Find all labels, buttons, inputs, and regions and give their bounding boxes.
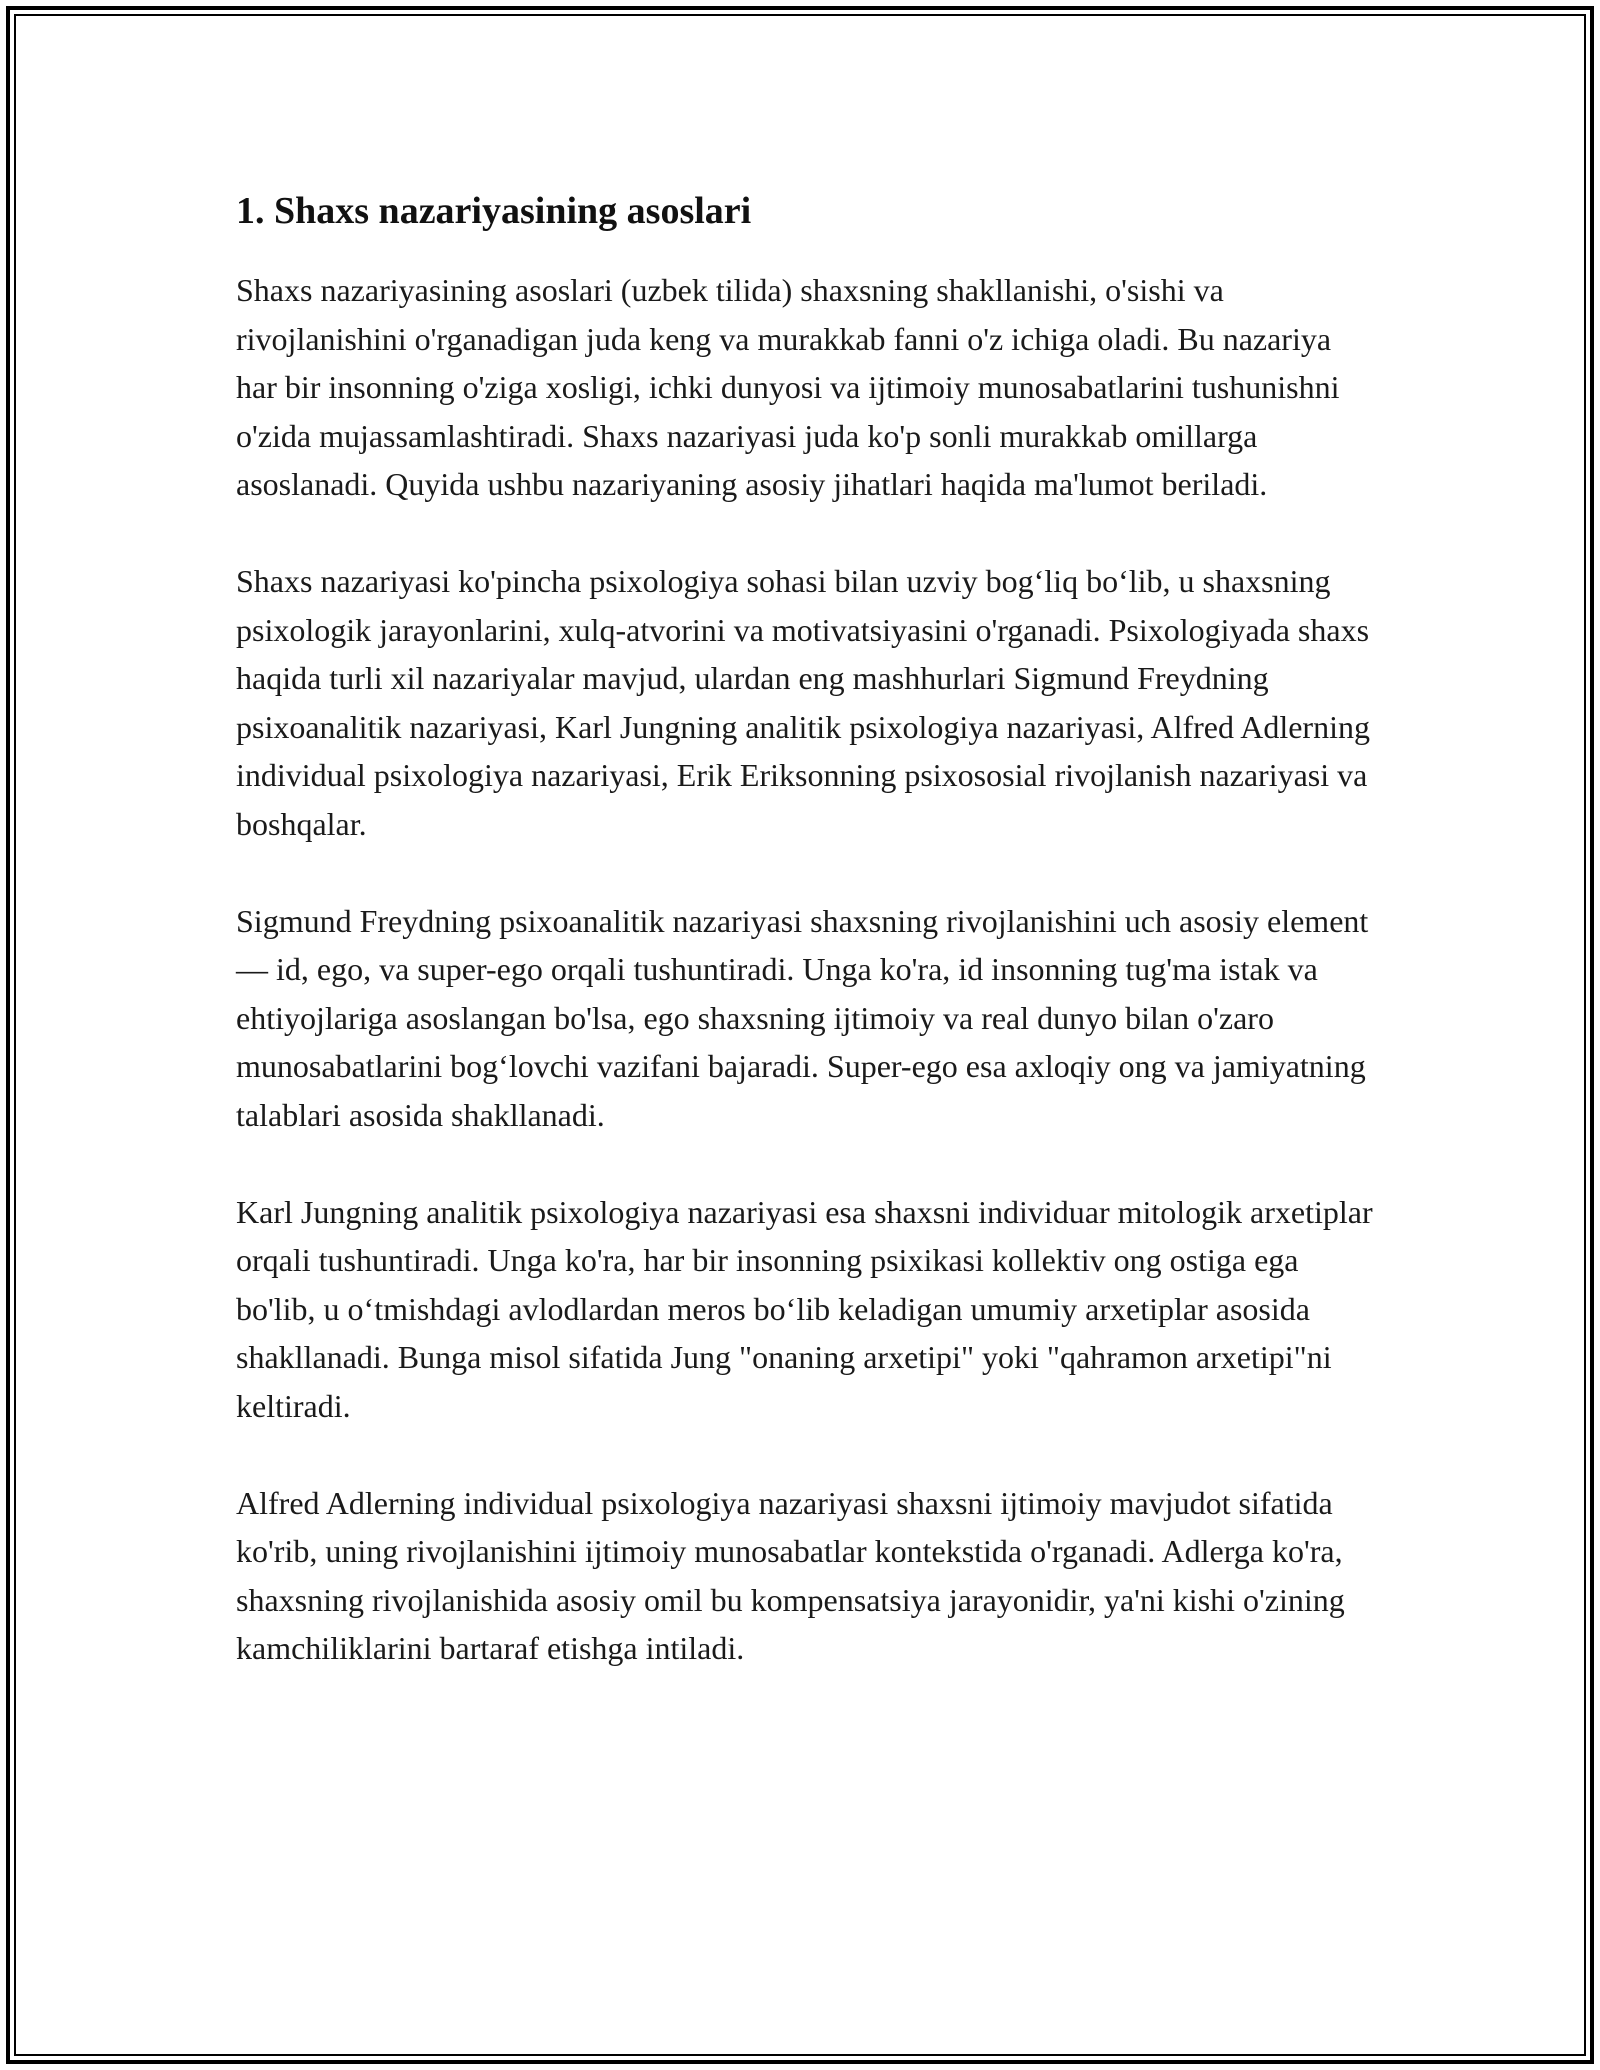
paragraph-intro: Shaxs nazariyasining asoslari (uzbek tilida) shaxsning shakllanishi, o'sishi va rivojlanishini o'rganadigan juda keng va murakkab fanni o'z ichiga oladi. Bu nazariya har bir insonning o'ziga xosligi, ichki dunyosi va ijtimoiy munosabatlarini tushunishni o'zida mujassamlashtiradi. Shaxs nazariyasi juda ko'p sonli murakkab omillarga asoslanadi. Quyida ushbu nazariyaning asosiy jihatlari haqida ma'lumot beriladi. — [236, 272, 1340, 502]
paragraph-jung: Karl Jungning analitik psixologiya nazariyasi esa shaxsni individuar mitologik arxetiplar orqali tushuntiradi. Unga ko'ra, har bir insonning psixikasi kollektiv ong ostiga ega bo'lib, u o‘tmishdagi avlodlardan meros bo‘lib keladigan umumiy arxetiplar asosida shakllanadi. Bunga misol sifatida Jung "onaning arxetipi" yoki "qahramon arxetipi"ni keltiradi. — [236, 1193, 1373, 1424]
paragraph-theories-overview: Shaxs nazariyasi ko'pincha psixologiya sohasi bilan uzviy bog‘liq bo‘lib, u shaxsning psixologik jarayonlarini, xulq-atvorini va motivatsiyasini o'rganadi. Psixologiyada shaxs haqida turli xil nazariyalar mavjud, ulardan eng mashhurlari Sigmund Freydning psixoanalitik nazariyasi, Karl Jungning analitik psixologiya nazariyasi, Alfred Adlerning individual psixologiya nazariyasi, Erik Eriksonning psixososial rivojlanish nazariyasi va boshqalar. — [236, 563, 1370, 842]
section-heading: 1. Shaxs nazariyasining asoslari — [236, 190, 752, 232]
paragraph-freud: Sigmund Freydning psixoanalitik nazariyasi shaxsning rivojlanishini uch asosiy element — id, ego, va super-ego orqali tushuntiradi. Unga ko'ra, id insonning tug'ma istak va ehtiyojlariga asoslangan bo'lsa, ego shaxsning ijtimoiy va real dunyo bilan o'zaro munosabatlarini bog‘lovchi vazifani bajaradi. Super-ego esa axloqiy ong va jamiyatning talablari asosida shakllanadi. — [236, 902, 1369, 1133]
paragraph-adler: Alfred Adlerning individual psixologiya nazariyasi shaxsni ijtimoiy mavjudot sifatida ko'rib, uning rivojlanishini ijtimoiy munosabatlar kontekstida o'rganadi. Adlerga ko'ra, shaxsning rivojlanishida asosiy omil bu kompensatsiya jarayonidir, ya'ni kishi o'zining kamchiliklarini bartaraf etishga intiladi. — [236, 1484, 1345, 1666]
document-body — [236, 186, 1376, 1721]
